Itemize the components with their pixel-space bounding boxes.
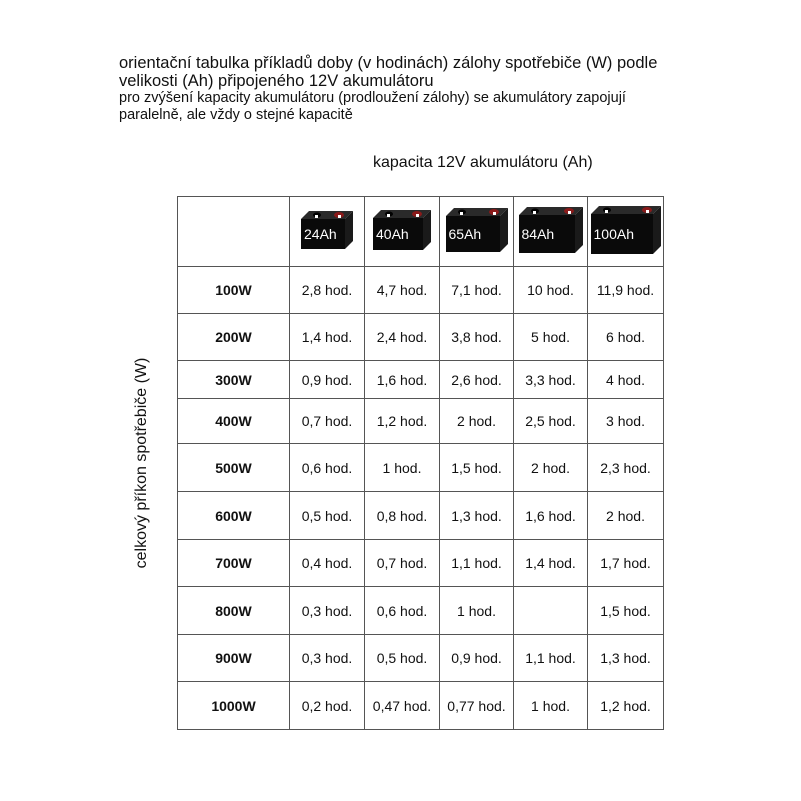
battery-icon	[446, 208, 508, 252]
backup-time-cell	[514, 587, 588, 635]
battery-capacity-label: 100Ah	[593, 226, 634, 242]
backup-time-cell: 0,6 hod.	[290, 444, 365, 492]
backup-time-cell: 3,8 hod.	[440, 314, 514, 361]
backup-time-cell: 0,47 hod.	[365, 682, 440, 730]
power-label-cell: 400W	[178, 399, 290, 444]
backup-time-cell: 1,1 hod.	[514, 635, 588, 682]
backup-time-cell: 2 hod.	[588, 492, 664, 540]
power-label-cell: 1000W	[178, 682, 290, 730]
power-label-cell: 900W	[178, 635, 290, 682]
backup-time-cell: 0,3 hod.	[290, 587, 365, 635]
backup-time-cell: 0,2 hod.	[290, 682, 365, 730]
backup-time-cell: 2 hod.	[440, 399, 514, 444]
battery-capacity-label: 84Ah	[521, 226, 555, 242]
power-label-cell: 600W	[178, 492, 290, 540]
intro-line-1: orientační tabulka příkladů doby (v hodinách) zálohy spotřebiče (W) podle	[119, 54, 658, 72]
battery-header-cell	[514, 197, 588, 267]
table-row	[178, 540, 664, 587]
backup-time-cell: 1 hod.	[365, 444, 440, 492]
intro-line-2: velikosti (Ah) připojeného 12V akumulátoru	[119, 72, 434, 90]
table-row	[178, 682, 664, 730]
backup-time-cell: 2,5 hod.	[514, 399, 588, 444]
backup-time-cell: 3 hod.	[588, 399, 664, 444]
intro-line-3: pro zvýšení kapacity akumulátoru (prodloužení zálohy) se akumulátory zapojují	[119, 90, 626, 106]
backup-time-cell: 0,3 hod.	[290, 635, 365, 682]
backup-time-cell: 1,5 hod.	[588, 587, 664, 635]
power-label-cell: 100W	[178, 267, 290, 314]
backup-time-cell: 0,9 hod.	[290, 361, 365, 399]
backup-time-cell: 6 hod.	[588, 314, 664, 361]
backup-time-cell: 1,4 hod.	[290, 314, 365, 361]
battery-icon	[519, 207, 583, 253]
backup-time-cell: 7,1 hod.	[440, 267, 514, 314]
battery-icon	[301, 211, 353, 249]
backup-time-cell: 1,2 hod.	[588, 682, 664, 730]
backup-time-cell: 2 hod.	[514, 444, 588, 492]
table-row	[178, 361, 664, 399]
power-label-cell: 500W	[178, 444, 290, 492]
backup-time-cell: 3,3 hod.	[514, 361, 588, 399]
table-row	[178, 587, 664, 635]
backup-time-cell: 10 hod.	[514, 267, 588, 314]
backup-time-cell: 0,6 hod.	[365, 587, 440, 635]
corner-cell	[178, 197, 290, 267]
backup-time-cell: 1 hod.	[440, 587, 514, 635]
power-label-cell: 800W	[178, 587, 290, 635]
backup-time-cell: 1,4 hod.	[514, 540, 588, 587]
battery-capacity-label: 65Ah	[448, 226, 482, 242]
battery-icon	[591, 206, 661, 254]
battery-icon	[373, 210, 431, 250]
power-label-cell: 700W	[178, 540, 290, 587]
header-row	[178, 197, 664, 267]
backup-time-cell: 1,7 hod.	[588, 540, 664, 587]
backup-time-cell: 2,4 hod.	[365, 314, 440, 361]
backup-time-cell: 1,6 hod.	[365, 361, 440, 399]
intro-line-4: paralelně, ale vždy o stejné kapacitě	[119, 107, 353, 123]
backup-time-cell: 1 hod.	[514, 682, 588, 730]
battery-header-cell	[440, 197, 514, 267]
battery-header-cell	[588, 197, 664, 267]
backup-time-cell: 0,9 hod.	[440, 635, 514, 682]
power-label-cell: 300W	[178, 361, 290, 399]
power-label-cell: 200W	[178, 314, 290, 361]
backup-time-cell: 2,3 hod.	[588, 444, 664, 492]
row-axis-title: celkový příkon spotřebiče (W)	[133, 357, 150, 569]
table-row	[178, 399, 664, 444]
backup-time-cell: 1,2 hod.	[365, 399, 440, 444]
backup-time-cell: 0,4 hod.	[290, 540, 365, 587]
backup-time-cell: 4 hod.	[588, 361, 664, 399]
backup-time-cell: 0,7 hod.	[290, 399, 365, 444]
backup-time-cell: 5 hod.	[514, 314, 588, 361]
backup-time-table	[177, 196, 664, 730]
backup-time-cell: 2,8 hod.	[290, 267, 365, 314]
intro-text	[119, 54, 719, 124]
table-row	[178, 492, 664, 540]
table-row	[178, 635, 664, 682]
backup-time-cell: 0,5 hod.	[290, 492, 365, 540]
column-axis-title: kapacita 12V akumulátoru (Ah)	[373, 154, 593, 171]
battery-capacity-label: 40Ah	[376, 226, 409, 242]
backup-time-cell: 4,7 hod.	[365, 267, 440, 314]
battery-capacity-label: 24Ah	[304, 226, 337, 242]
backup-time-cell: 0,8 hod.	[365, 492, 440, 540]
table-row	[178, 267, 664, 314]
backup-time-cell: 1,3 hod.	[440, 492, 514, 540]
battery-header-cell	[290, 197, 365, 267]
table-row	[178, 314, 664, 361]
backup-time-cell: 0,7 hod.	[365, 540, 440, 587]
backup-time-cell: 11,9 hod.	[588, 267, 664, 314]
battery-header-cell	[365, 197, 440, 267]
backup-time-cell: 1,5 hod.	[440, 444, 514, 492]
backup-time-cell: 2,6 hod.	[440, 361, 514, 399]
backup-time-cell: 0,77 hod.	[440, 682, 514, 730]
backup-time-cell: 0,5 hod.	[365, 635, 440, 682]
backup-time-cell: 1,6 hod.	[514, 492, 588, 540]
backup-time-cell: 1,1 hod.	[440, 540, 514, 587]
table-row	[178, 444, 664, 492]
backup-time-cell: 1,3 hod.	[588, 635, 664, 682]
